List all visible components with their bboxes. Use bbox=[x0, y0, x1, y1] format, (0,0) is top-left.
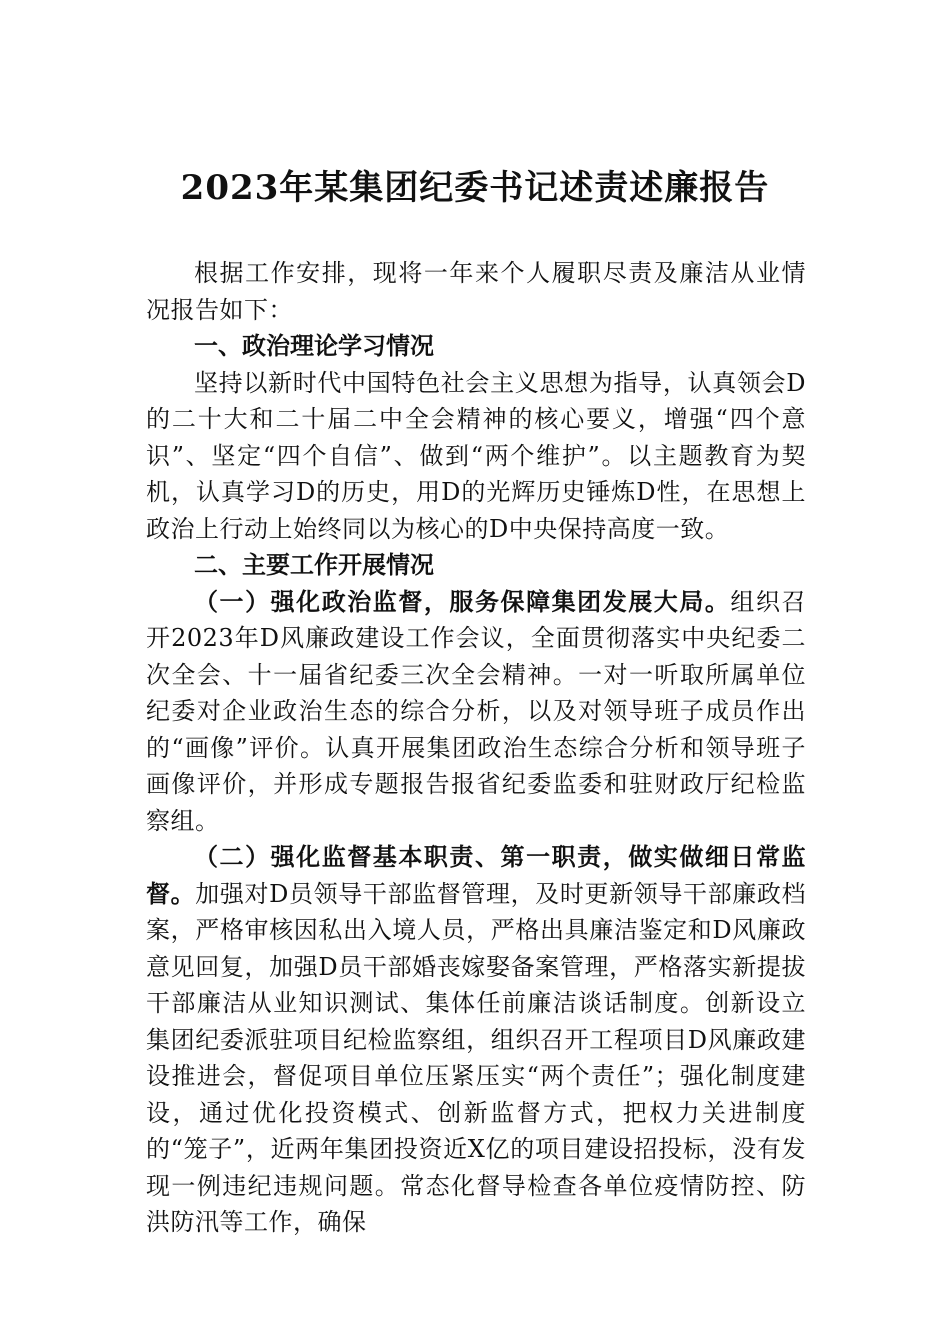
section-2-heading: 二、主要工作开展情况 bbox=[194, 551, 434, 579]
section-2-item-2-text: 加强对D员领导干部监督管理，及时更新领导干部廉政档案，严格审核因私出入境人员，严格出具廉洁鉴定和D风廉政意见回复，加强D员干部婚丧嫁娶备案管理，严格落实新提拔干部廉洁从业知识测试、集体任前廉洁谈话制度。创新设立集团纪委派驻项目纪检监察组，组织召开工程项目D风廉政建设推进会，督促项目单位压紧压实“两个责任”；强化制度建设，通过优化投资模式、创新监督方式，把权力关进制度的“笼子”，近两年集团投资近X亿的项目建设招投标，没有发现一例违纪违规问题。常态化督导检查各单位疫情防控、防洪防汛等工作，确保 bbox=[146, 879, 806, 1236]
document-title: 2023年某集团纪委书记述责述廉报告 bbox=[180, 168, 770, 208]
intro-paragraph: 根据工作安排，现将一年来个人履职尽责及廉洁从业情况报告如下： bbox=[146, 259, 806, 324]
section-2-item-2-lead: （二）强化监督基本职责、第一职责，做实做细日常监督。 bbox=[146, 842, 806, 908]
section-2-item-1-text: 组织召开2023年D风廉政建设工作会议，全面贯彻落实中央纪委二次全会、十一届省纪委三次全会精神。一对一听取所属单位纪委对企业政治生态的综合分析，以及对领导班子成员作出的“画像”评价。认真开展集团政治生态综合分析和领导班子画像评价，并形成专题报告报省纪委监委和驻财政厅纪检监察组。 bbox=[146, 587, 807, 835]
document-body bbox=[146, 255, 806, 1241]
section-1-heading: 一、政治理论学习情况 bbox=[194, 332, 434, 360]
section-1-paragraph: 坚持以新时代中国特色社会主义思想为指导，认真领会D的二十大和二十届二中全会精神的核心要义，增强“四个意识”、坚定“四个自信”、做到“两个维护”。以主题教育为契机，认真学习D的历史，用D的光辉历史锤炼D性，在思想上政治上行动上始终同以为核心的D中央保持高度一致。 bbox=[146, 368, 806, 543]
section-2-item-2-paragraph bbox=[146, 839, 806, 1241]
section-2-item-1-lead: （一）强化政治监督，服务保障集团发展大局。 bbox=[194, 586, 731, 616]
section-2-item-1-paragraph bbox=[146, 584, 806, 840]
